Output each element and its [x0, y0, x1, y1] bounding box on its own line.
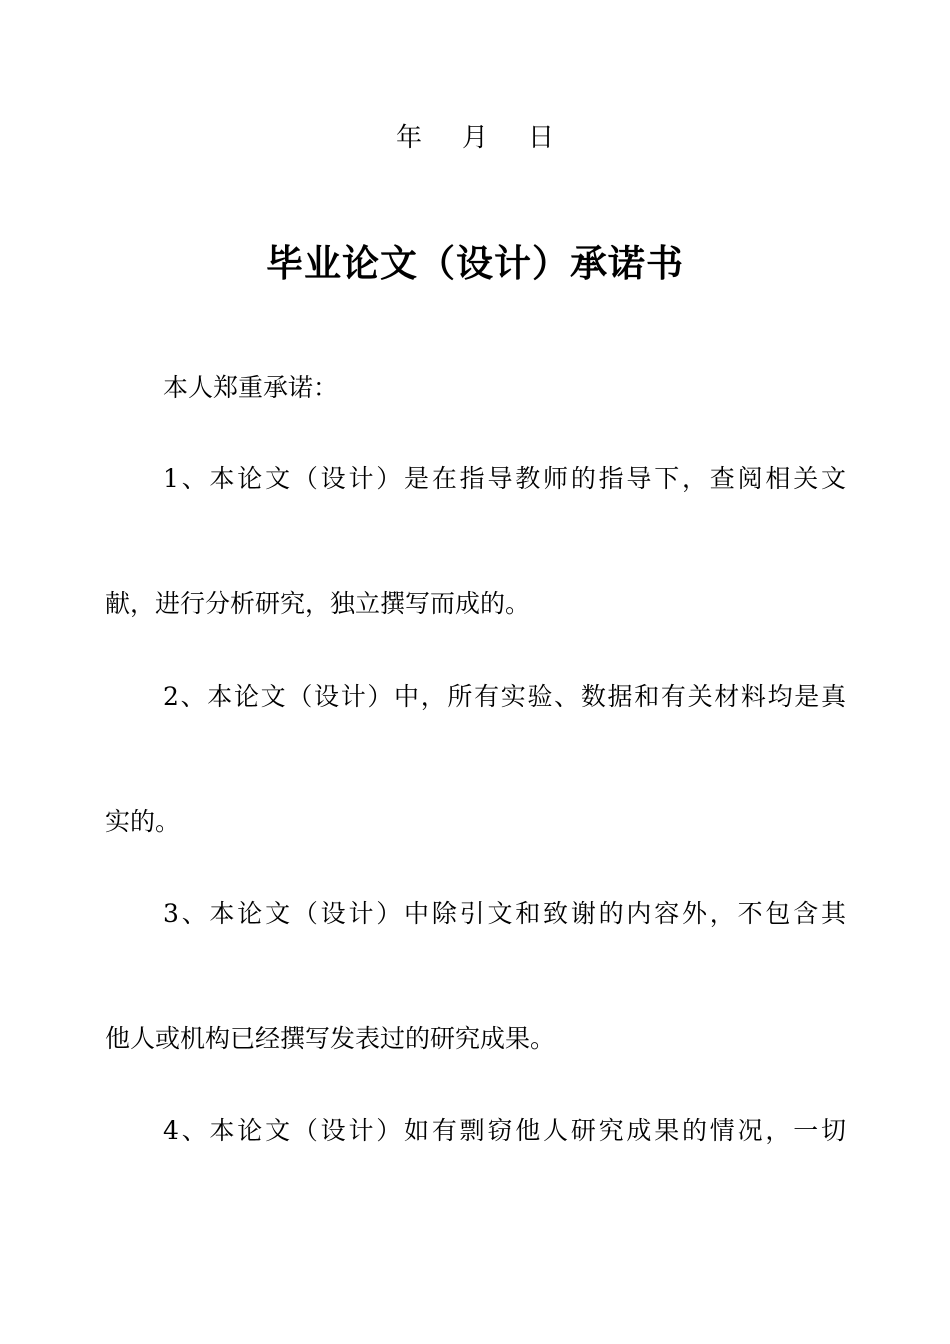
clause-4-line-1: 4、本论文（设计）如有剽窃他人研究成果的情况，一切	[163, 1116, 846, 1145]
date-day-label: 日	[528, 123, 555, 153]
clause-2-line-2: 实的。	[105, 807, 181, 836]
clause-1-line-1: 1、本论文（设计）是在指导教师的指导下，查阅相关文	[163, 464, 846, 493]
date-line	[0, 118, 950, 158]
clause-1-line-2: 献，进行分析研究，独立撰写而成的。	[105, 589, 531, 618]
intro-paragraph: 本人郑重承诺：	[163, 373, 339, 402]
date-month-label: 月	[461, 123, 488, 153]
date-year-label: 年	[395, 123, 422, 153]
document-title: 毕业论文（设计）承诺书	[266, 242, 684, 285]
clause-3-line-2: 他人或机构已经撰写发表过的研究成果。	[105, 1024, 556, 1053]
clause-2-line-1: 2、本论文（设计）中，所有实验、数据和有关材料均是真	[163, 682, 846, 711]
clause-3-line-1: 3、本论文（设计）中除引文和致谢的内容外，不包含其	[163, 899, 846, 928]
